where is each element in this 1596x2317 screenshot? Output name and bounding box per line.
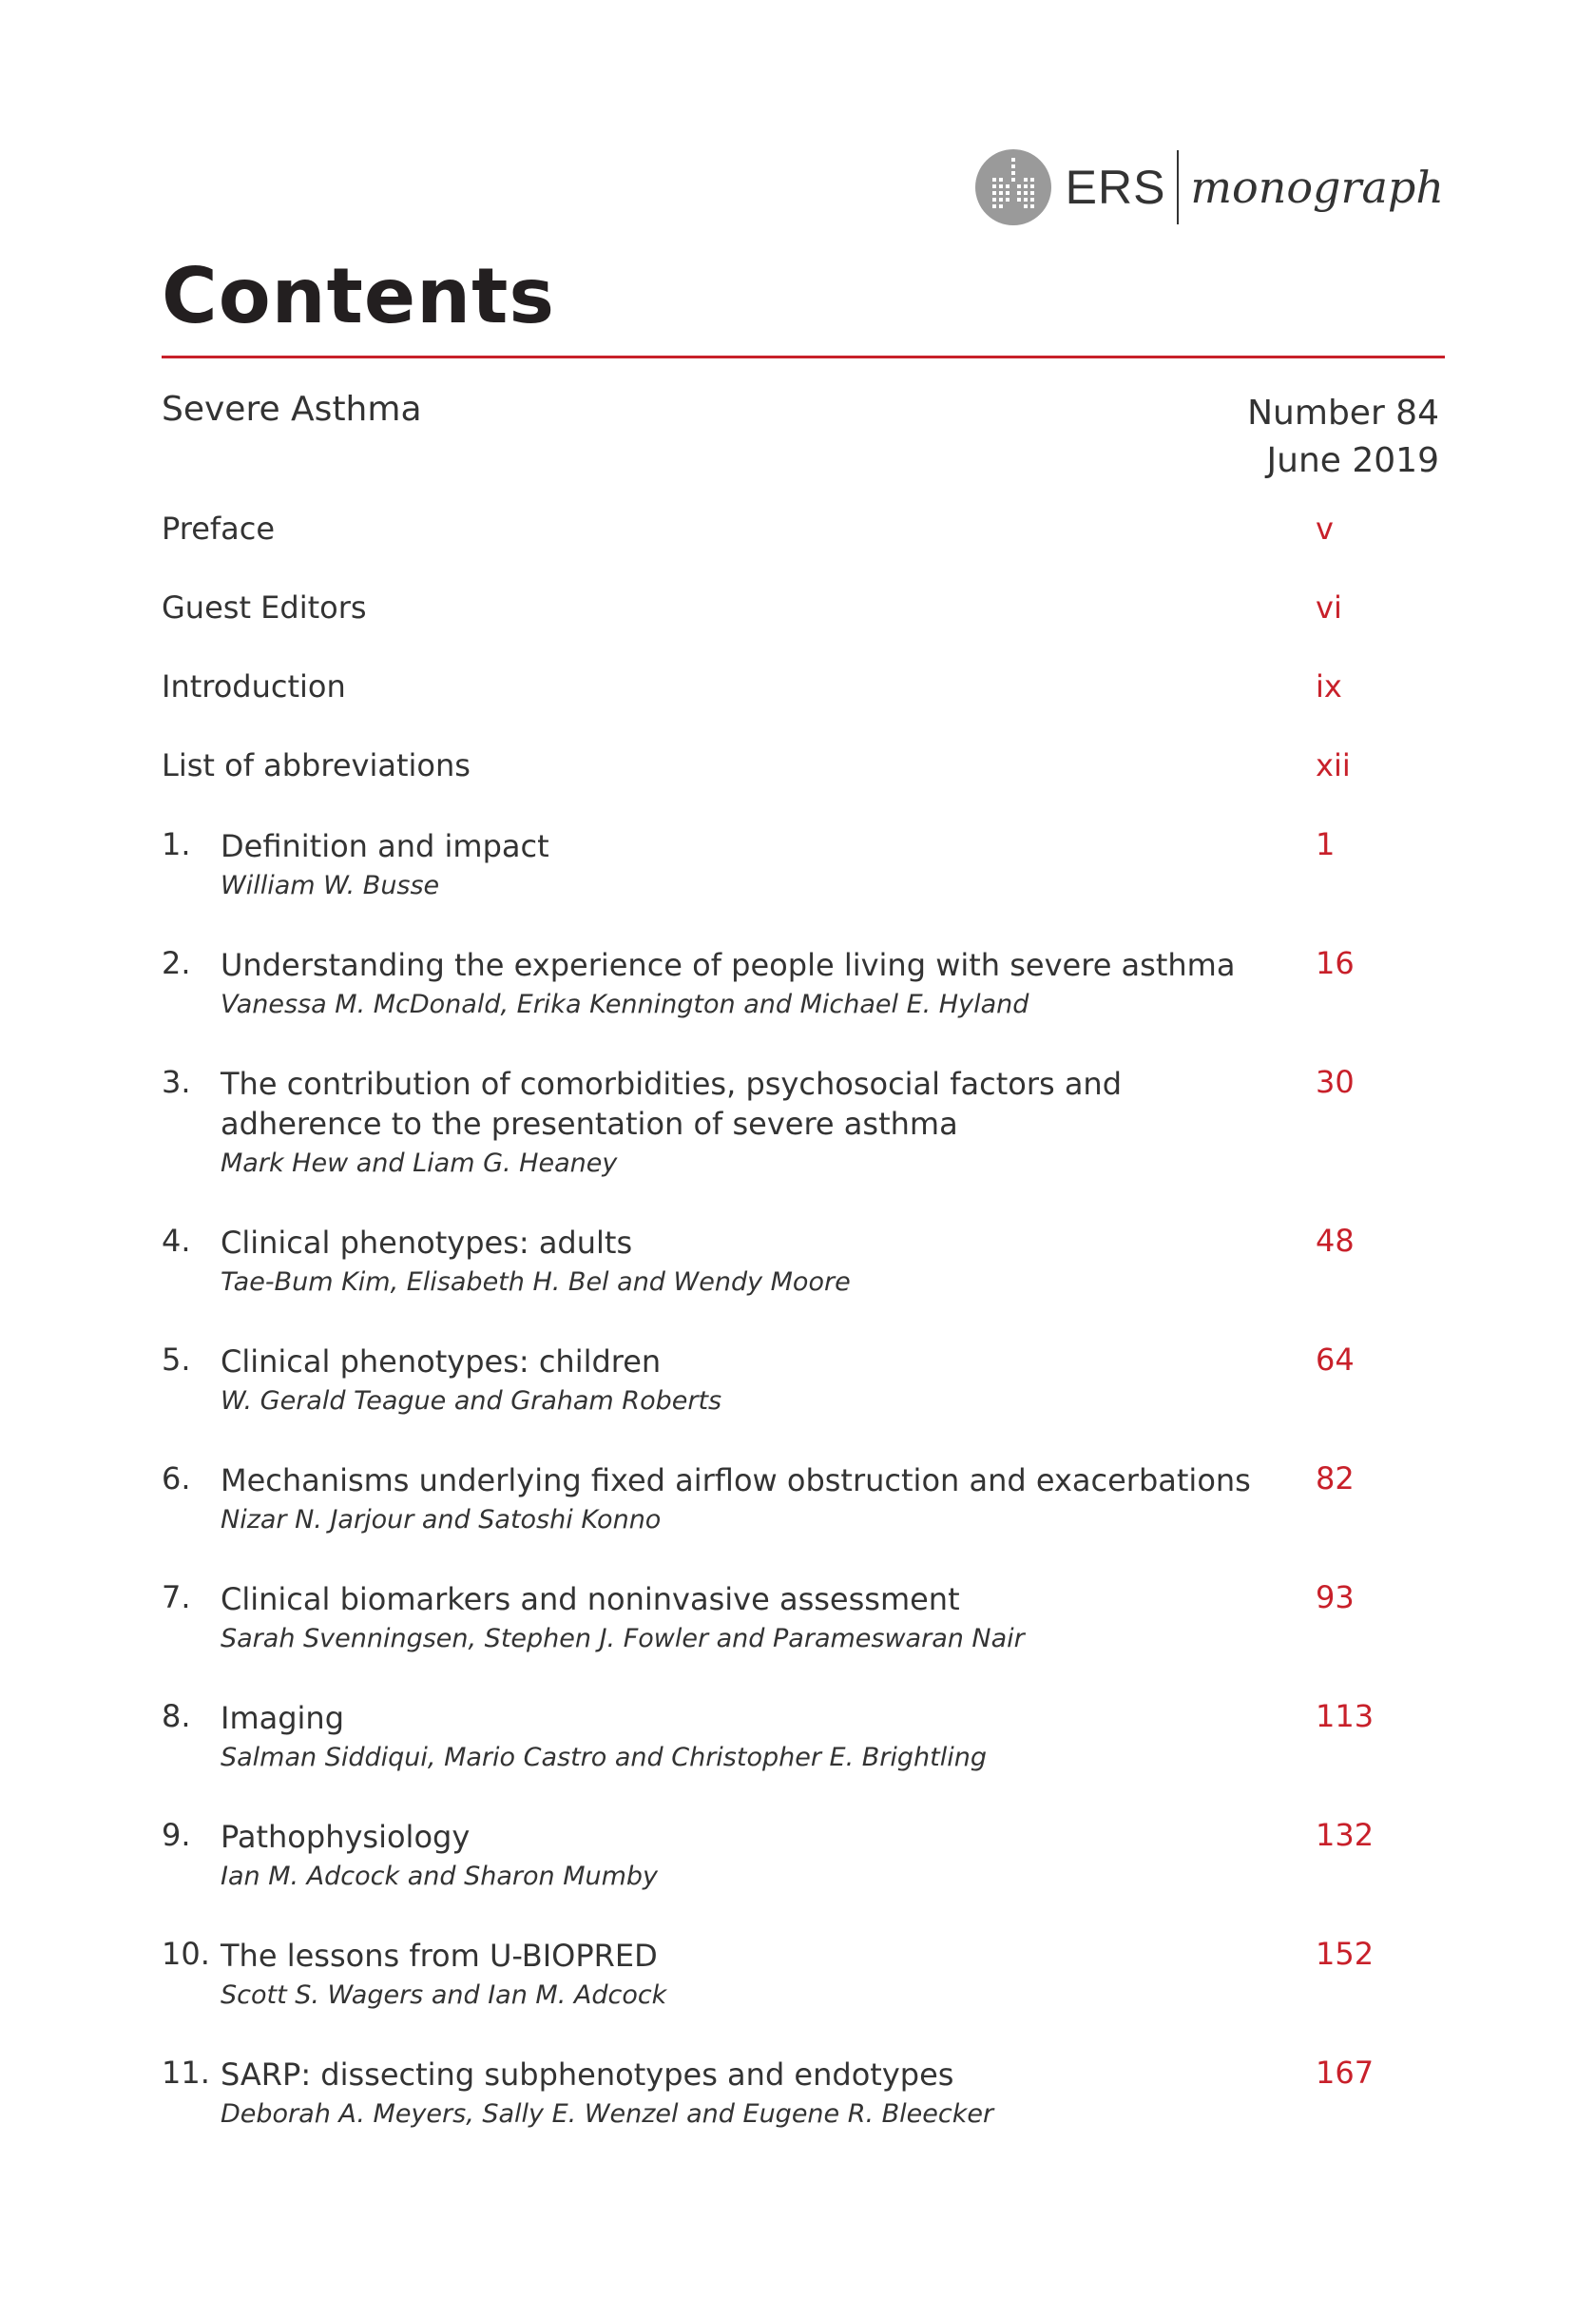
toc-entry-page: ix — [1316, 668, 1342, 705]
chapter-title: Pathophysiology — [221, 1819, 471, 1855]
page-title: Contents — [162, 252, 555, 340]
chapter-authors: Ian M. Adcock and Sharon Mumby — [221, 1862, 659, 1891]
chapter-page: 1 — [1316, 826, 1336, 862]
chapter-number: 11. — [162, 2055, 210, 2091]
toc-entry-page: xii — [1316, 747, 1351, 783]
chapter-number: 5. — [162, 1342, 191, 1378]
chapter-number: 2. — [162, 945, 191, 981]
logo-divider — [1177, 150, 1179, 224]
chapter-number: 3. — [162, 1064, 191, 1100]
issue-number: Number 84 — [1247, 394, 1439, 433]
chapter-number: 10. — [162, 1936, 210, 1972]
monograph-subject: Severe Asthma — [162, 390, 422, 429]
logo-brand: ERS — [1065, 161, 1166, 214]
chapter-title: Clinical phenotypes: adults — [221, 1225, 633, 1261]
toc-entry-page: vi — [1316, 589, 1342, 626]
chapter-title: The lessons from U-BIOPRED — [221, 1938, 658, 1974]
chapter-authors: Deborah A. Meyers, Sally E. Wenzel and Eugene R. Bleecker — [221, 2099, 994, 2129]
chapter-title: Definition and impact — [221, 828, 549, 864]
chapter-number: 4. — [162, 1223, 191, 1259]
issue-date: June 2019 — [1266, 441, 1439, 480]
chapter-title: Understanding the experience of people living with severe asthma — [221, 947, 1236, 983]
chapter-authors: Sarah Svenningsen, Stephen J. Fowler and Parameswaran Nair — [221, 1624, 1025, 1653]
chapter-title: The contribution of comorbidities, psychosocial factors and adherence to the presentation of severe asthma — [221, 1066, 1123, 1142]
chapter-page: 152 — [1316, 1936, 1375, 1972]
chapter-title: Imaging — [221, 1700, 345, 1736]
chapter-title: SARP: dissecting subphenotypes and endotypes — [221, 2056, 954, 2093]
chapter-number: 6. — [162, 1460, 191, 1496]
toc-entry-label: Preface — [162, 511, 276, 547]
chapter-authors: Tae-Bum Kim, Elisabeth H. Bel and Wendy Moore — [221, 1267, 851, 1297]
toc-entry-label: List of abbreviations — [162, 747, 471, 783]
chapter-page: 16 — [1316, 945, 1355, 981]
chapter-page: 82 — [1316, 1460, 1355, 1496]
chapter-page: 93 — [1316, 1579, 1355, 1615]
chapter-number: 1. — [162, 826, 191, 862]
title-rule — [162, 356, 1445, 358]
chapter-number: 7. — [162, 1579, 191, 1615]
chapter-title: Mechanisms underlying fixed airflow obstruction and exacerbations — [221, 1462, 1251, 1498]
toc-entry-label: Introduction — [162, 668, 346, 705]
logo-product: monograph — [1190, 162, 1444, 213]
chapter-page: 167 — [1316, 2055, 1375, 2091]
chapter-authors: Vanessa M. McDonald, Erika Kennington and Michael E. Hyland — [221, 990, 1029, 1019]
toc-entry-label: Guest Editors — [162, 589, 367, 626]
toc-entry-page: v — [1316, 511, 1334, 547]
chapter-title: Clinical phenotypes: children — [221, 1343, 662, 1380]
chapter-authors: Salman Siddiqui, Mario Castro and Christopher E. Brightling — [221, 1743, 987, 1772]
chapter-authors: W. Gerald Teague and Graham Roberts — [221, 1386, 722, 1416]
chapter-page: 48 — [1316, 1223, 1355, 1259]
chapter-authors: Nizar N. Jarjour and Satoshi Konno — [221, 1505, 662, 1535]
chapter-authors: Mark Hew and Liam G. Heaney — [221, 1149, 618, 1178]
chapter-page: 30 — [1316, 1064, 1355, 1100]
ers-monograph-logo — [974, 147, 1444, 227]
chapter-page: 132 — [1316, 1817, 1375, 1853]
chapter-page: 113 — [1316, 1698, 1375, 1734]
chapter-number: 9. — [162, 1817, 191, 1853]
issue-info — [1247, 390, 1439, 485]
chapter-authors: Scott S. Wagers and Ian M. Adcock — [221, 1980, 667, 2010]
chapter-number: 8. — [162, 1698, 191, 1734]
chapter-authors: William W. Busse — [221, 871, 440, 900]
chapter-title: Clinical biomarkers and noninvasive assessment — [221, 1581, 960, 1617]
lungs-logo-icon — [974, 148, 1052, 226]
chapter-page: 64 — [1316, 1342, 1355, 1378]
